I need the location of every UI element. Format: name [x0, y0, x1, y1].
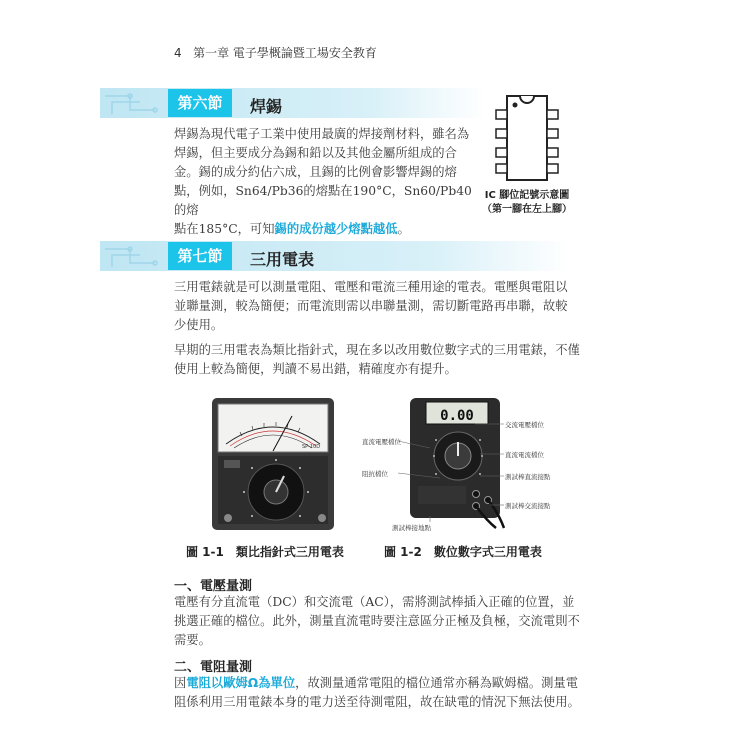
label-probe-dc: 測試棒直流接點 — [505, 473, 551, 481]
figure-1-1-caption: 圖 1-1 類比指針式三用電表 — [186, 545, 344, 559]
analog-multimeter-image — [210, 396, 336, 532]
highlight-ohm-unit: 電阻以歐姆Ω為單位 — [186, 676, 296, 690]
voltage-paragraph: 電壓有分直流電（DC）和交流電（AC），需將測試棒插入正確的位置，並 挑選正確的檔位。此外，測量直流電時要注意區分正極及負極，交流電則不 需要。 — [174, 595, 580, 647]
label-ac-voltage: 交流電壓檔位 — [505, 421, 544, 429]
label-probe-ground: 測試棒接地點 — [392, 524, 431, 532]
svg-text:SP-10D: SP-10D — [302, 444, 321, 450]
page-number: 4 — [174, 46, 182, 60]
section6-badge: 第六節 — [168, 89, 232, 117]
page-header — [174, 44, 377, 61]
section7-badge: 第七節 — [168, 242, 232, 270]
resistance-heading: 二、電阻量測 — [174, 660, 253, 675]
voltage-heading: 一、電壓量測 — [174, 579, 253, 594]
chapter-title: 第一章 電子學概論暨工場安全教育 — [193, 46, 377, 60]
label-resistance: 阻抗檔位 — [362, 470, 388, 478]
section7-title: 三用電表 — [250, 250, 315, 269]
resistance-paragraph: 因電阻以歐姆Ω為單位，故測量通常電阻的檔位通常亦稱為歐姆檔。測量電 阻係利用三用電錶本身的電力送至待測電阻，故在缺電的情況下無法使用。 — [174, 676, 580, 709]
pin1-dot — [513, 103, 518, 108]
ic-caption: IC 腳位記號示意圖 （第一腳在左上腳） — [482, 190, 572, 215]
svg-text:0.00: 0.00 — [440, 408, 474, 424]
figure-1-2-caption: 圖 1-2 數位數字式三用電表 — [384, 545, 542, 559]
label-dc-voltage: 直流電壓檔位 — [362, 438, 401, 446]
section6-title: 焊錫 — [250, 97, 283, 116]
section7-paragraph-1: 三用電錶就是可以測量電阻、電壓和電流三種用途的電表。電壓與電阻以 並聯量測，較為簡便；而電流則需以串聯量測，需切斷電路再串聯，故較 少使用。 — [174, 280, 568, 332]
highlight-melting-point: 錫的成份越少熔點越低 — [274, 222, 398, 236]
section6-paragraph: 焊錫為現代電子工業中使用最廣的焊接劑材料，雖名為 焊錫，但主要成分為錫和鉛以及其他金屬所組成的合 金。錫的成分約佔六成，且錫的比例會影響焊錫的熔 點，例如，Sn64/Pb36的熔點在190°C，Sn60/Pb40的熔 點在185°C，可知錫的成份越少熔點越低。 — [174, 127, 472, 236]
label-dc-current: 直流電流檔位 — [505, 451, 544, 459]
ic-chip-diagram — [492, 90, 562, 186]
section7-paragraph-2: 早期的三用電表為類比指針式，現在多以改用數位數字式的三用電錶，不僅 使用上較為簡便，判讀不易出錯，精確度亦有提升。 — [174, 343, 580, 376]
label-probe-ac: 測試棒交流接點 — [505, 502, 551, 510]
